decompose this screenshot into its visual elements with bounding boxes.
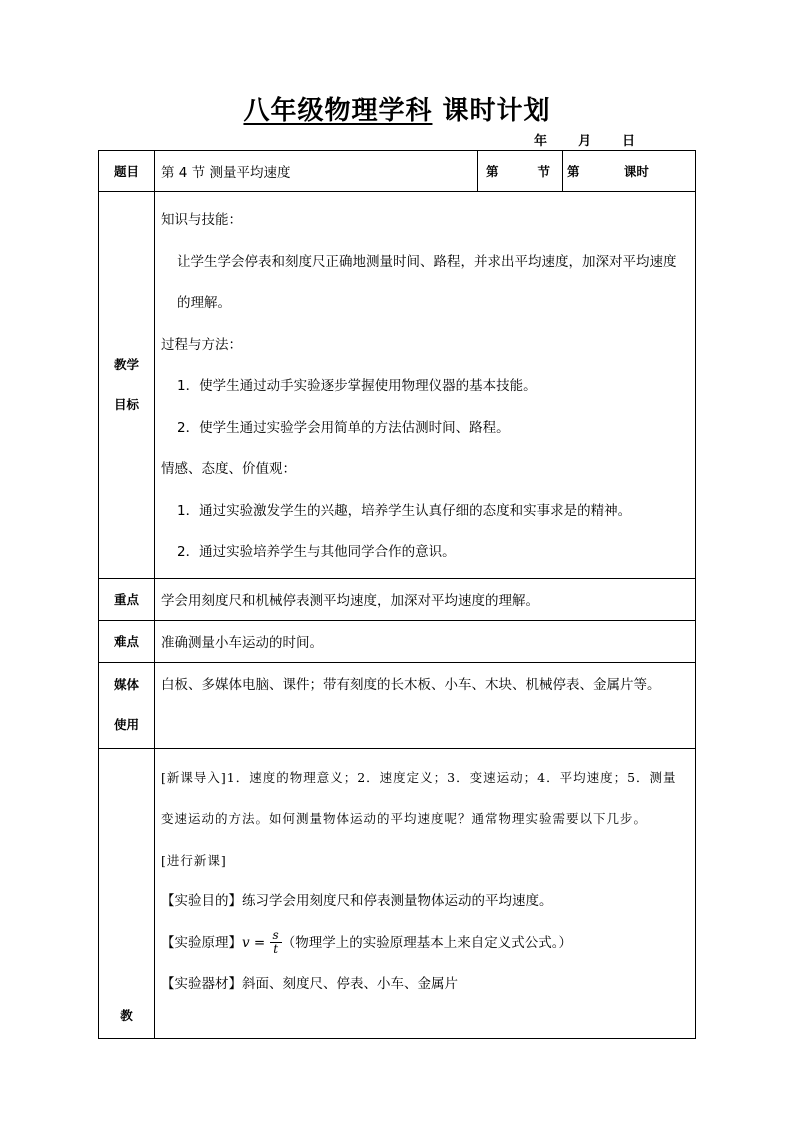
knowledge-heading: 知识与技能： — [161, 212, 242, 228]
difficulty-row — [99, 620, 696, 662]
experiment-principle — [161, 923, 689, 965]
media-text: 白板、多媒体电脑、课件；带有刻度的长木板、小车、木块、机械停表、金属片等。 — [155, 662, 696, 748]
topic-text: 第 4 节 测量平均速度 — [155, 151, 478, 192]
key-point-text: 学会用刻度尺和机械停表测平均速度，加深对平均速度的理解。 — [155, 578, 696, 620]
process-item-2: 2．使学生通过实验学会用简单的方法估测时间、路程。 — [177, 419, 510, 436]
media-label-1: 媒体 — [113, 677, 139, 692]
process-item-1: 1．使学生通过动手实验逐步掌握使用物理仪器的基本技能。 — [177, 378, 537, 394]
formula-v: v — [242, 934, 250, 951]
new-lesson-heading: [进行新课] — [161, 852, 227, 868]
page-title — [0, 90, 794, 127]
emotion-item-1: 1．通过实验激发学生的兴趣，培养学生认真仔细的态度和实事求是的精神。 — [177, 502, 632, 519]
media-label-2: 使用 — [113, 717, 139, 732]
key-point-label: 重点 — [99, 578, 155, 620]
objectives-row — [99, 192, 696, 579]
title-plan: 课时计划 — [442, 96, 551, 126]
objectives-label — [99, 192, 155, 579]
lesson-plan-table — [98, 150, 696, 1039]
intro-line-2: 变速运动的方法。如何测量物体运动的平均速度呢？通常物理实验需要以下几步。 — [161, 811, 648, 826]
date-month: 月 — [578, 134, 592, 149]
lesson-suffix: 课时 — [623, 164, 649, 179]
difficulty-label: 难点 — [99, 620, 155, 662]
topic-label: 题目 — [99, 151, 155, 192]
title-subject: 八年级物理学科 — [243, 96, 433, 126]
key-point-row — [99, 578, 696, 620]
objectives-label-1: 教学 — [113, 356, 139, 372]
teaching-label-text: 教 — [120, 1007, 133, 1023]
experiment-equipment: 【实验器材】斜面、刻度尺、停表、小车、金属片 — [161, 976, 458, 992]
objectives-label-2: 目标 — [113, 396, 139, 412]
emotion-heading: 情感、态度、价值观： — [161, 461, 296, 477]
formula-fraction — [270, 929, 282, 956]
media-label — [99, 662, 155, 748]
process-heading: 过程与方法： — [161, 336, 242, 353]
date-day: 日 — [622, 134, 636, 149]
emotion-item-2: 2．通过实验培养学生与其他同学合作的意识。 — [177, 544, 456, 560]
date-line — [534, 130, 635, 149]
section-cell — [478, 151, 563, 192]
media-row — [99, 662, 696, 748]
teaching-content — [155, 748, 696, 1038]
formula-t: t — [273, 942, 279, 956]
teaching-row — [99, 748, 696, 1038]
formula-s: s — [270, 929, 282, 943]
principle-label: 【实验原理】 — [161, 934, 242, 951]
topic-row — [99, 151, 696, 192]
teaching-label — [99, 748, 155, 1038]
date-year: 年 — [534, 134, 548, 149]
section-prefix: 第 — [486, 164, 499, 179]
intro-line-1: [新课导入]1．速度的物理意义；2．速度定义；3．变速运动；4．平均速度；5．测量 — [161, 769, 677, 785]
objectives-content — [155, 192, 696, 579]
experiment-purpose: 【实验目的】练习学会用刻度尺和停表测量物体运动的平均速度。 — [161, 893, 553, 909]
lesson-cell — [563, 151, 696, 192]
lesson-prefix: 第 — [567, 164, 580, 179]
section-suffix: 节 — [537, 164, 550, 179]
difficulty-text: 准确测量小车运动的时间。 — [155, 620, 696, 662]
knowledge-line-1: 让学生学会停表和刻度尺正确地测量时间、路程，并求出平均速度，加深对平均速度 — [177, 253, 677, 270]
principle-note: （物理学上的实验原理基本上来自定义式公式。） — [281, 934, 572, 951]
formula-equals: = — [249, 934, 270, 951]
knowledge-line-2: 的理解。 — [177, 295, 231, 311]
